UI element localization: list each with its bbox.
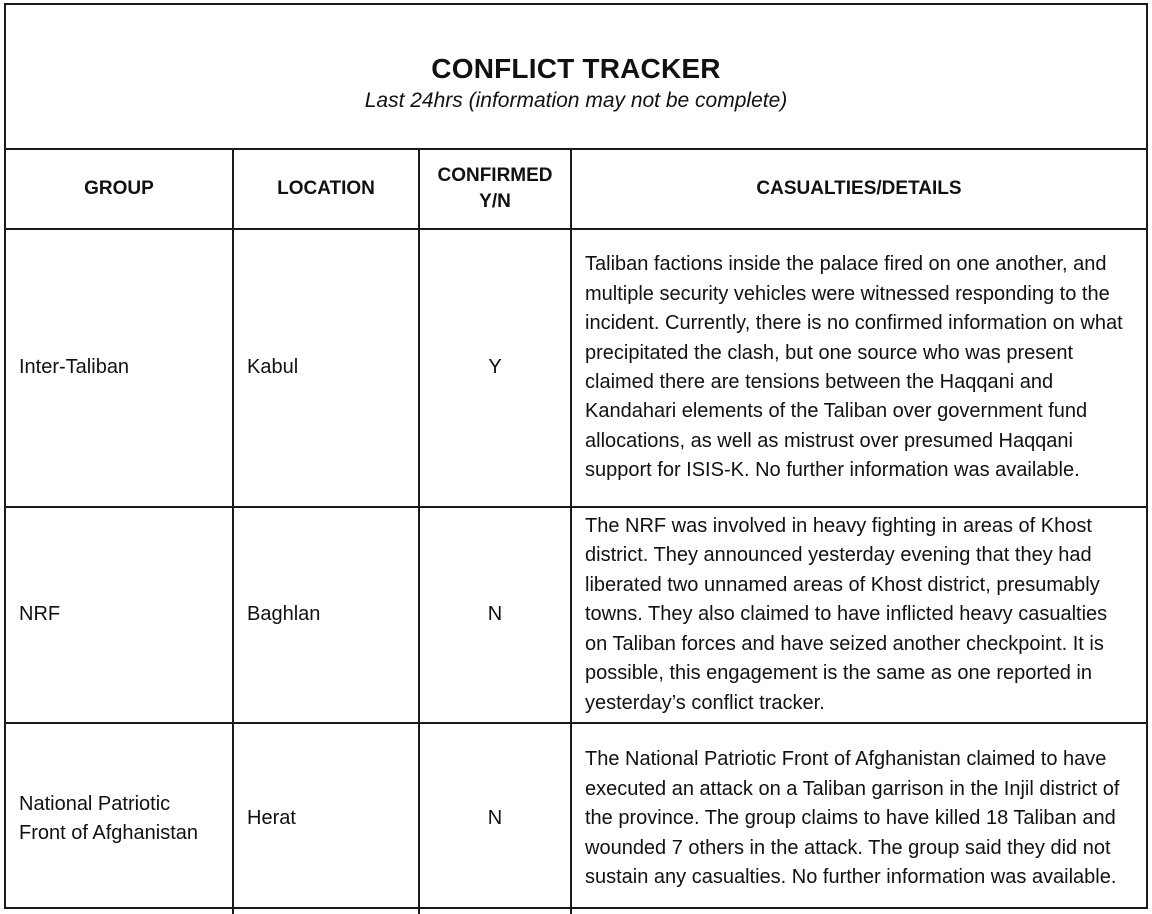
conflict-table xyxy=(6,150,1146,914)
table-row xyxy=(6,507,1146,723)
cell-confirmed: N xyxy=(419,507,571,723)
cell-confirmed: Y xyxy=(419,229,571,507)
column-header-location: LOCATION xyxy=(233,150,419,229)
column-header-confirmed xyxy=(419,150,571,229)
table-row xyxy=(6,723,1146,914)
cell-details: Taliban factions inside the palace fired on one another, and multiple security vehicles were witnessed responding to the incident. Currently, there is no confirmed information on what precipitated the clash, but one source who was present claimed there are tensions between the Haqqani and Kandahari elements of the Taliban over government fund allocations, as well as mistrust over presumed Haqqani support for ISIS-K. No further information was available. xyxy=(571,229,1146,507)
cell-group: NRF xyxy=(6,507,233,723)
page-subtitle: Last 24hrs (information may not be complete) xyxy=(364,89,788,112)
cell-details: The National Patriotic Front of Afghanistan claimed to have executed an attack on a Taliban garrison in the Injil district of the province. The group claims to have killed 18 Taliban and wounded 7 others in the attack. The group said they did not sustain any casualties. No further information was available. xyxy=(585,748,1120,889)
cell-location: Herat xyxy=(233,723,419,914)
column-header-details: CASUALTIES/DETAILS xyxy=(571,150,1146,229)
page-title: CONFLICT TRACKER xyxy=(431,53,721,84)
table-row xyxy=(6,229,1146,507)
cell-group: Inter-Taliban xyxy=(6,229,233,507)
table-header-row xyxy=(6,150,1146,229)
cell-confirmed: N xyxy=(419,723,571,914)
cell-details: The NRF was involved in heavy fighting in areas of Khost district. They announced yesterday evening that they had liberated two unnamed areas of Khost district, presumably towns. They also claimed to have inflicted heavy casualties on Taliban forces and have seized another checkpoint. It is possible, this engagement is the same as one reported in yesterday’s conflict tracker. xyxy=(571,507,1146,723)
column-header-group: GROUP xyxy=(6,150,233,229)
cell-group: National Patriotic Front of Afghanistan xyxy=(6,723,233,914)
cell-location: Baghlan xyxy=(233,507,419,723)
column-header-confirmed-line2: Y/N xyxy=(479,191,511,212)
cell-location: Kabul xyxy=(233,229,419,507)
conflict-tracker-document xyxy=(4,3,1148,909)
column-header-confirmed-line1: CONFIRMED xyxy=(437,165,553,186)
title-block xyxy=(6,5,1146,150)
